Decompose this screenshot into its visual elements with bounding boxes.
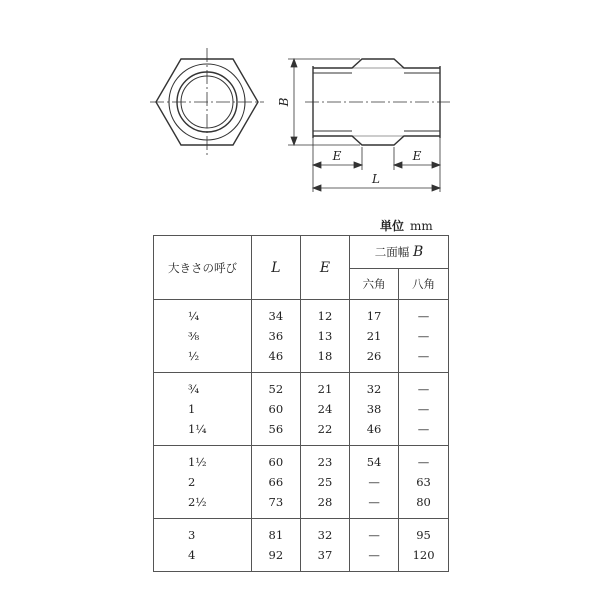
cell-hex: 26 xyxy=(350,346,399,373)
cell-E: 25 xyxy=(300,472,349,492)
table-row xyxy=(154,472,449,492)
table-row xyxy=(154,326,449,346)
cell-oct: 63 xyxy=(399,472,449,492)
header-L: L xyxy=(251,236,300,300)
cell-hex: — xyxy=(350,519,399,546)
table-group-2 xyxy=(154,373,449,446)
table-row xyxy=(154,545,449,572)
cell-L: 36 xyxy=(251,326,300,346)
cell-E: 23 xyxy=(300,446,349,473)
cell-E: 12 xyxy=(300,300,349,327)
table-row xyxy=(154,300,449,327)
dim-label-B: B xyxy=(277,97,291,107)
cell-E: 28 xyxy=(300,492,349,519)
dim-label-E-right: E xyxy=(412,149,422,163)
cell-L: 56 xyxy=(251,419,300,446)
table-group-1 xyxy=(154,300,449,373)
cell-hex: — xyxy=(350,472,399,492)
cell-size: ¼ xyxy=(154,300,252,327)
table-row xyxy=(154,492,449,519)
cell-oct: 95 xyxy=(399,519,449,546)
cell-size: 1 xyxy=(154,399,252,419)
cell-size: ¾ xyxy=(154,373,252,400)
cell-E: 22 xyxy=(300,419,349,446)
header-size: 大きさの呼び xyxy=(154,236,252,300)
cell-hex: 17 xyxy=(350,300,399,327)
dimension-table xyxy=(153,235,449,572)
dim-label-L: L xyxy=(372,172,380,186)
cell-size: 2 xyxy=(154,472,252,492)
hexagon-end-view xyxy=(150,48,264,156)
cell-E: 32 xyxy=(300,519,349,546)
cell-E: 37 xyxy=(300,545,349,572)
technical-drawing xyxy=(0,0,600,215)
cell-oct: — xyxy=(399,300,449,327)
cell-hex: 32 xyxy=(350,373,399,400)
cell-size: ½ xyxy=(154,346,252,373)
cell-size: 3 xyxy=(154,519,252,546)
table-row xyxy=(154,373,449,400)
cell-oct: — xyxy=(399,326,449,346)
cell-L: 52 xyxy=(251,373,300,400)
cell-E: 18 xyxy=(300,346,349,373)
nipple-side-view xyxy=(305,59,450,145)
table-row xyxy=(154,419,449,446)
cell-L: 66 xyxy=(251,472,300,492)
header-B xyxy=(350,236,449,269)
unit-label: 単位 xyxy=(380,219,405,233)
cell-L: 46 xyxy=(251,346,300,373)
cell-L: 81 xyxy=(251,519,300,546)
cell-hex: — xyxy=(350,492,399,519)
cell-size: 4 xyxy=(154,545,252,572)
cell-hex: 21 xyxy=(350,326,399,346)
cell-L: 34 xyxy=(251,300,300,327)
cell-oct: — xyxy=(399,446,449,473)
cell-L: 92 xyxy=(251,545,300,572)
cell-size: 1¼ xyxy=(154,419,252,446)
cell-hex: 46 xyxy=(350,419,399,446)
cell-E: 21 xyxy=(300,373,349,400)
header-B-symbol: B xyxy=(412,244,424,260)
header-B-label: 二面幅 xyxy=(374,245,410,259)
cell-oct: — xyxy=(399,399,449,419)
cell-L: 60 xyxy=(251,399,300,419)
cell-oct: 80 xyxy=(399,492,449,519)
cell-size: 2½ xyxy=(154,492,252,519)
cell-L: 60 xyxy=(251,446,300,473)
cell-hex: 38 xyxy=(350,399,399,419)
cell-L: 73 xyxy=(251,492,300,519)
unit-value: mm xyxy=(410,219,433,233)
unit-caption xyxy=(380,217,433,234)
cell-oct: 120 xyxy=(399,545,449,572)
table-row xyxy=(154,519,449,546)
cell-hex: 54 xyxy=(350,446,399,473)
cell-oct: — xyxy=(399,373,449,400)
cell-E: 13 xyxy=(300,326,349,346)
header-E: E xyxy=(300,236,349,300)
dim-label-E-left: E xyxy=(332,149,342,163)
cell-size: ⅜ xyxy=(154,326,252,346)
table-row xyxy=(154,346,449,373)
header-oct: 八角 xyxy=(399,269,449,300)
table-row xyxy=(154,399,449,419)
table-group-3 xyxy=(154,446,449,519)
cell-oct: — xyxy=(399,346,449,373)
table-group-4 xyxy=(154,519,449,572)
header-hex: 六角 xyxy=(350,269,399,300)
dimension-lines xyxy=(288,59,440,192)
cell-oct: — xyxy=(399,419,449,446)
cell-hex: — xyxy=(350,545,399,572)
cell-size: 1½ xyxy=(154,446,252,473)
cell-E: 24 xyxy=(300,399,349,419)
table-row xyxy=(154,446,449,473)
